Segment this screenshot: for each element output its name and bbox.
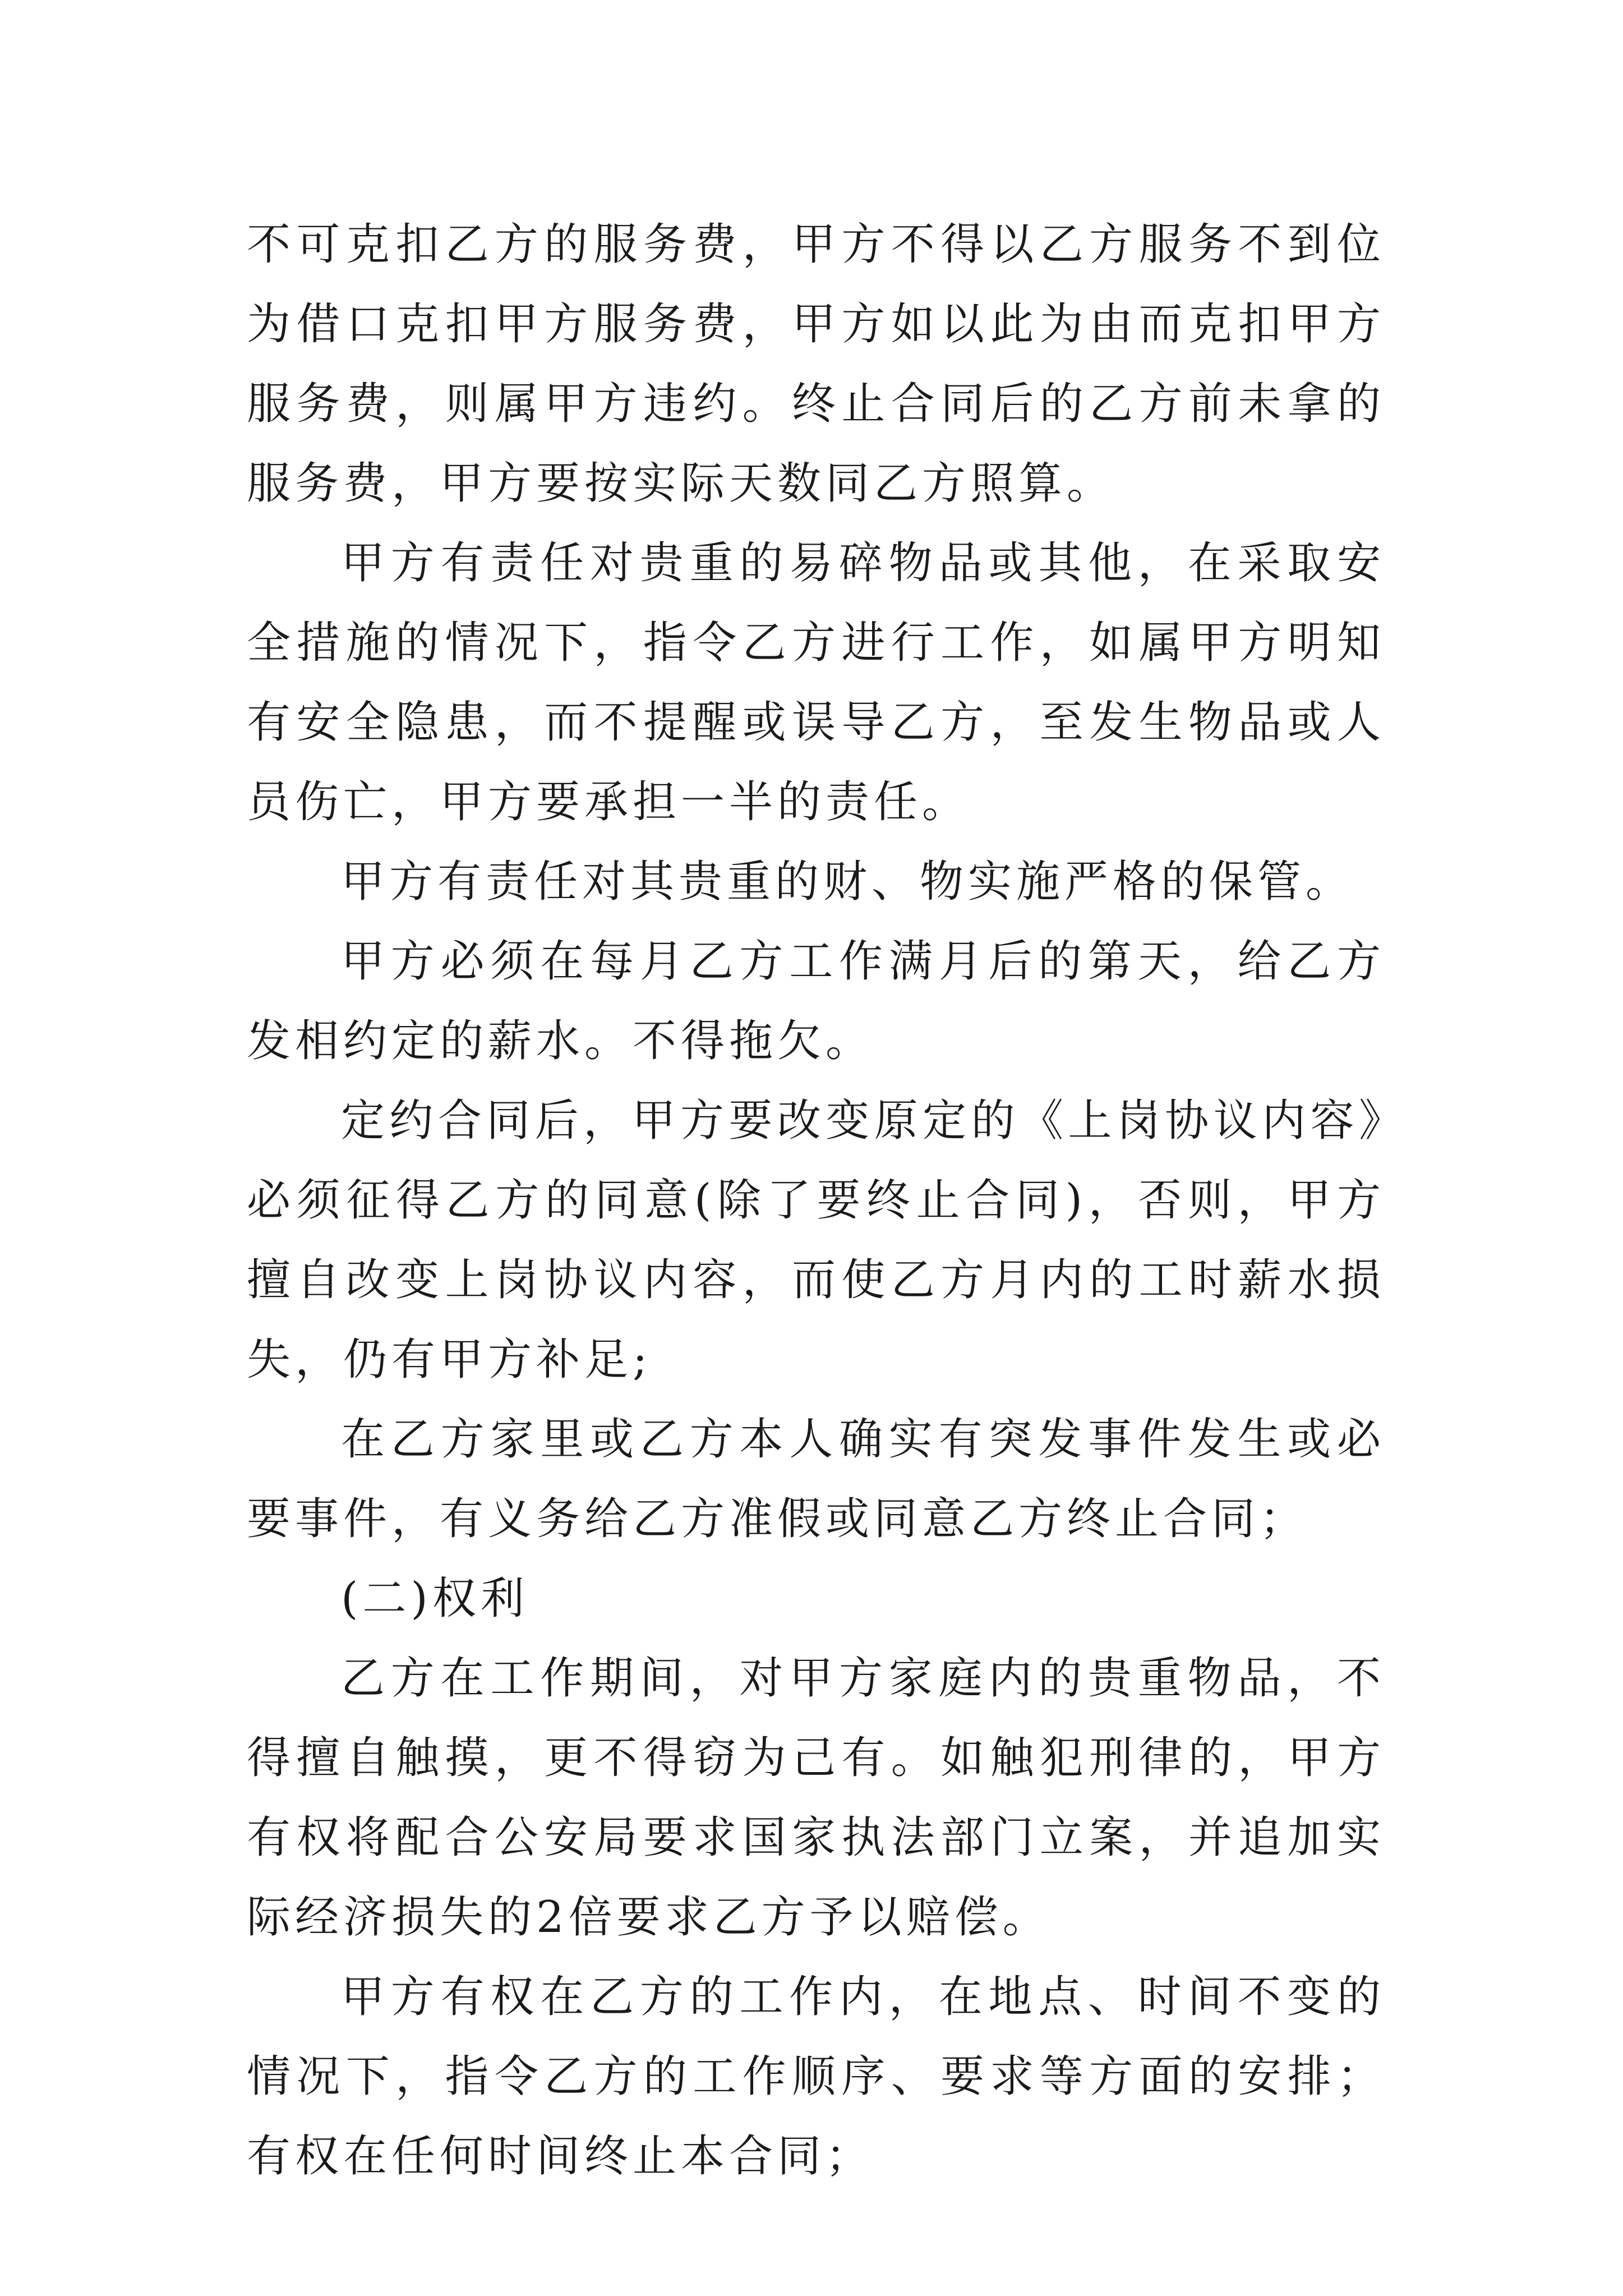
paragraph-valuables-custody: 甲方有责任对其贵重的财、物实施严格的保管。 — [341, 857, 1354, 907]
paragraph-service-fee: 不可克扣乙方的服务费，甲方不得以乙方服务不到位为借口克扣甲方服务费，甲方如以此为由而克扣甲方服务费，则属甲方违约。终止合同后的乙方前未拿的服务费，甲方要按实际天数同乙方照算。 — [247, 219, 1385, 509]
paragraph-agreement-change: 定约合同后，甲方要改变原定的《上岗协议内容》必须征得乙方的同意(除了要终止合同)，否则，甲方擅自改变上岗协议内容，而使乙方月内的工时薪水损失，仍有甲方补足; — [247, 1096, 1385, 1385]
document-body — [247, 205, 1385, 2196]
section-heading-rights: (二)权利 — [341, 1573, 529, 1624]
paragraph-salary-payment: 甲方必须在每月乙方工作满月后的第天，给乙方发相约定的薪水。不得拖欠。 — [247, 936, 1385, 1066]
paragraph-valuables-theft: 乙方在工作期间，对甲方家庭内的贵重物品，不得擅自触摸，更不得窃为己有。如触犯刑律的，甲方有权将配合公安局要求国家执法部门立案，并追加实际经济损失的2倍要求乙方予以赔偿。 — [247, 1653, 1385, 1943]
paragraph-emergency-leave: 在乙方家里或乙方本人确实有突发事件发生或必要事件，有义务给乙方准假或同意乙方终止合同； — [247, 1414, 1385, 1544]
paragraph-fragile-items: 甲方有责任对贵重的易碎物品或其他，在采取安全措施的情况下，指令乙方进行工作，如属甲方明知有安全隐患，而不提醒或误导乙方，至发生物品或人员伤亡，甲方要承担一半的责任。 — [247, 538, 1385, 827]
paragraph-work-instructions: 甲方有权在乙方的工作内，在地点、时间不变的情况下，指令乙方的工作顺序、要求等方面的安排；有权在任何时间终止本合同； — [247, 1972, 1385, 2182]
